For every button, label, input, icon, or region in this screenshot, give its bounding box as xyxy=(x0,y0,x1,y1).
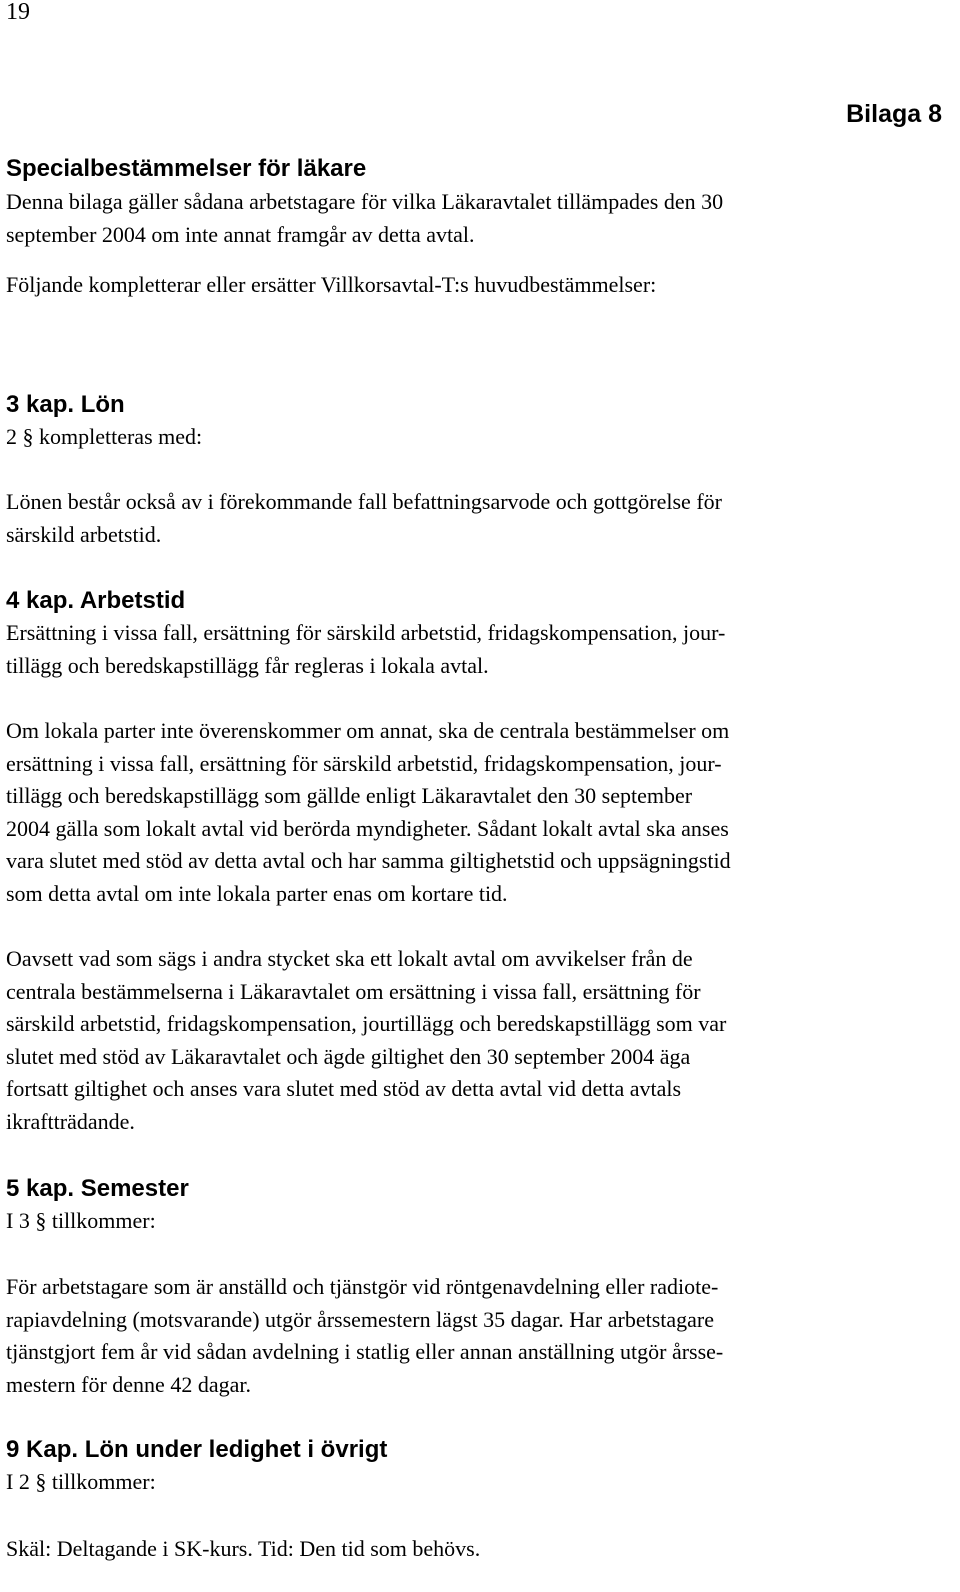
chapter-3-clause xyxy=(6,421,950,454)
clause-line: I 3 § tillkommer: xyxy=(6,1208,156,1233)
appendix-label: Bilaga 8 xyxy=(846,100,942,128)
clause-line: I 2 § tillkommer: xyxy=(6,1469,156,1494)
chapter-3-heading: 3 kap. Lön xyxy=(6,391,125,418)
text-line: vara slutet med stöd av detta avtal och har samma giltighetstid och uppsägningstid xyxy=(6,848,731,874)
text-line: särskild arbetstid, fridagskompensation, jourtillägg och beredskapstillägg som var xyxy=(6,1011,727,1037)
text-line: slutet med stöd av Läkaravtalet och ägde giltighet den 30 september 2004 äga xyxy=(6,1043,691,1069)
page-number: 19 xyxy=(6,0,30,25)
clause-line: 2 § kompletteras med: xyxy=(6,424,203,449)
chapter-4-paragraph-1 xyxy=(6,617,950,682)
text-line: Följande kompletterar eller ersätter Villkorsavtal-T:s huvudbestämmelser: xyxy=(6,272,657,297)
chapter-5-clause xyxy=(6,1205,950,1238)
text-line: september 2004 om inte annat framgår av detta avtal. xyxy=(6,221,475,247)
chapter-4-heading: 4 kap. Arbetstid xyxy=(6,587,186,614)
text-line: centrala bestämmelserna i Läkaravtalet om ersättning i vissa fall, ersättning för xyxy=(6,978,701,1004)
text-line: mestern för denne 42 dagar. xyxy=(6,1371,251,1397)
text-line: särskild arbetstid. xyxy=(6,521,162,547)
text-line: som detta avtal om inte lokala parter enas om kortare tid. xyxy=(6,880,508,906)
document-title: Specialbestämmelser för läkare xyxy=(6,155,367,182)
text-line: Lönen består också av i förekommande fall befattningsarvode och gottgörelse för xyxy=(6,489,722,514)
text-line: Skäl: Deltagande i SK-kurs. Tid: Den tid som behövs. xyxy=(6,1536,481,1561)
chapter-5-paragraph xyxy=(6,1271,950,1401)
text-line: Denna bilaga gäller sådana arbetstagare för vilka Läkaravtalet tillämpades den 30 xyxy=(6,189,724,214)
chapter-3-paragraph xyxy=(6,486,950,551)
text-line: Om lokala parter inte överenskommer om annat, ska de centrala bestämmelser om xyxy=(6,718,730,743)
text-line: tjänstgjort fem år vid sådan avdelning i statlig eller annan anställning utgör årsse- xyxy=(6,1339,724,1365)
chapter-4-paragraph-3 xyxy=(6,943,950,1139)
text-line: tillägg och beredskapstillägg får regleras i lokala avtal. xyxy=(6,652,489,678)
text-line: Oavsett vad som sägs i andra stycket ska ett lokalt avtal om avvikelser från de xyxy=(6,946,693,971)
text-line: ersättning i vissa fall, ersättning för särskild arbetstid, fridagskompensation, jour- xyxy=(6,750,722,776)
text-line: tillägg och beredskapstillägg som gällde enligt Läkaravtalet den 30 september xyxy=(6,783,693,809)
text-line: Ersättning i vissa fall, ersättning för särskild arbetstid, fridagskompensation, jour- xyxy=(6,620,726,645)
text-line: För arbetstagare som är anställd och tjänstgör vid röntgenavdelning eller radiote- xyxy=(6,1274,719,1299)
chapter-5-heading: 5 kap. Semester xyxy=(6,1175,189,1202)
text-line: ikraftträdande. xyxy=(6,1108,135,1134)
chapter-9-heading: 9 Kap. Lön under ledighet i övrigt xyxy=(6,1436,388,1463)
following-paragraph xyxy=(6,269,950,302)
chapter-4-paragraph-2 xyxy=(6,715,950,911)
chapter-9-clause xyxy=(6,1466,950,1499)
text-line: rapiavdelning (motsvarande) utgör årssemestern lägst 35 dagar. Har arbetstagare xyxy=(6,1306,715,1332)
chapter-9-paragraph xyxy=(6,1533,950,1566)
text-line: 2004 gälla som lokalt avtal vid berörda myndigheter. Sådant lokalt avtal ska anses xyxy=(6,815,729,841)
text-line: fortsatt giltighet och anses vara slutet med stöd av detta avtal vid detta avtals xyxy=(6,1076,682,1102)
intro-paragraph xyxy=(6,186,950,251)
